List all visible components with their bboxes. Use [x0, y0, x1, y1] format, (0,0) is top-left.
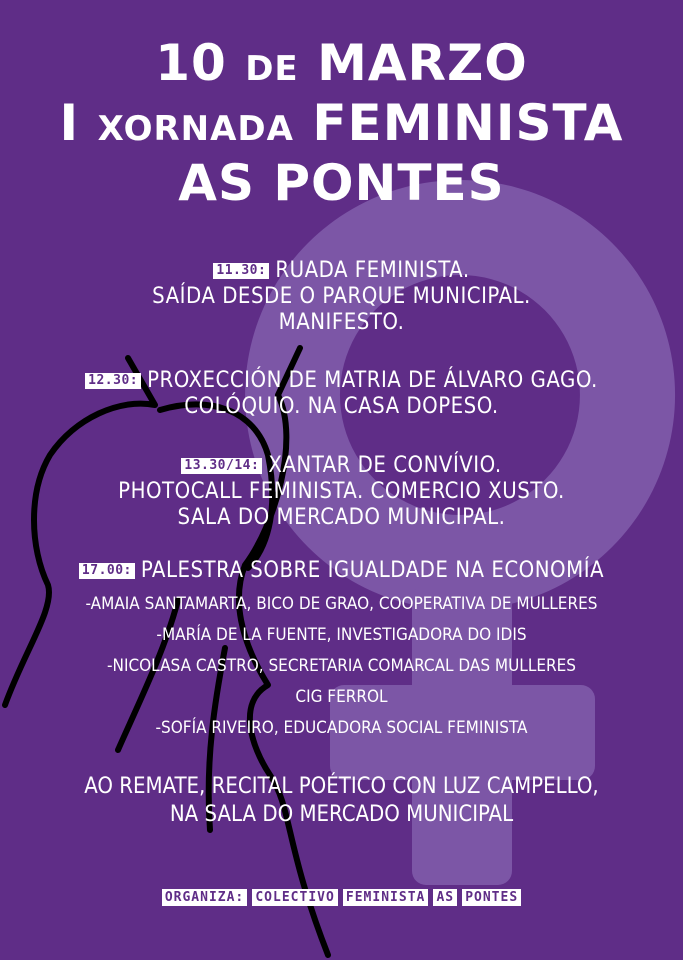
event-line: XANTAR DE CONVÍVIO. [268, 453, 502, 478]
title-roman: I [59, 94, 80, 152]
event-line: PHOTOCALL FEMINISTA. COMERCIO XUSTO. [118, 479, 565, 504]
title-place: AS PONTES [178, 154, 505, 212]
footer-word: PONTES [462, 889, 521, 906]
speaker-item: -AMAIA SANTAMARTA, BICO DE GRAO, COOPERATIVA DE MULLERES [85, 594, 598, 614]
speaker-list [0, 589, 683, 744]
event-line: SALA DO MERCADO MUNICIPAL. [177, 505, 506, 530]
event-line: SAÍDA DESDE O PARQUE MUNICIPAL. [152, 284, 531, 309]
event-line: COLÓQUIO. NA CASA DOPESO. [184, 394, 499, 419]
closing-line: NA SALA DO MERCADO MUNICIPAL [169, 802, 514, 827]
speaker-item: CIG FERROL [295, 687, 388, 707]
closing-note [0, 773, 683, 829]
footer-word: ORGANIZA: [162, 889, 247, 906]
title-event [0, 94, 683, 152]
event-1700 [0, 558, 683, 584]
footer-word: AS [433, 889, 457, 906]
time-badge: 13.30/14: [181, 458, 262, 474]
speaker-item: -MARÍA DE LA FUENTE, INVESTIGADORA DO IDIS [156, 625, 527, 645]
event-title: PALESTRA SOBRE IGUALDADE NA ECONOMÍA [140, 558, 605, 583]
title-de: DE [245, 49, 299, 89]
event-line: MANIFESTO. [278, 310, 405, 335]
title-feminista: FEMINISTA [312, 94, 624, 152]
time-badge: 17.00: [79, 563, 135, 579]
event-1330 [0, 453, 683, 531]
speaker-item: -NICOLASA CASTRO, SECRETARIA COMARCAL DAS MULLERES [107, 656, 576, 676]
time-badge: 12.30: [85, 373, 141, 389]
title-date [0, 34, 683, 92]
event-line: RUADA FEMINISTA. [275, 258, 470, 283]
title-xornada: XORNADA [97, 109, 294, 149]
footer-word: FEMINISTA [343, 889, 428, 906]
time-badge: 11.30: [213, 263, 269, 279]
event-1130 [0, 258, 683, 336]
speaker-item: -SOFÍA RIVEIRO, EDUCADORA SOCIAL FEMINISTA [155, 718, 528, 738]
title-month: MARZO [317, 34, 528, 92]
organizer-footer [0, 886, 683, 906]
footer-word: COLECTIVO [252, 889, 337, 906]
title-day: 10 [155, 34, 227, 92]
event-line: PROXECCIÓN DE MATRIA DE ÁLVARO GAGO. [147, 368, 598, 393]
closing-line: AO REMATE, RECITAL POÉTICO CON LUZ CAMPELLO, [84, 774, 599, 799]
event-1230 [0, 368, 683, 420]
